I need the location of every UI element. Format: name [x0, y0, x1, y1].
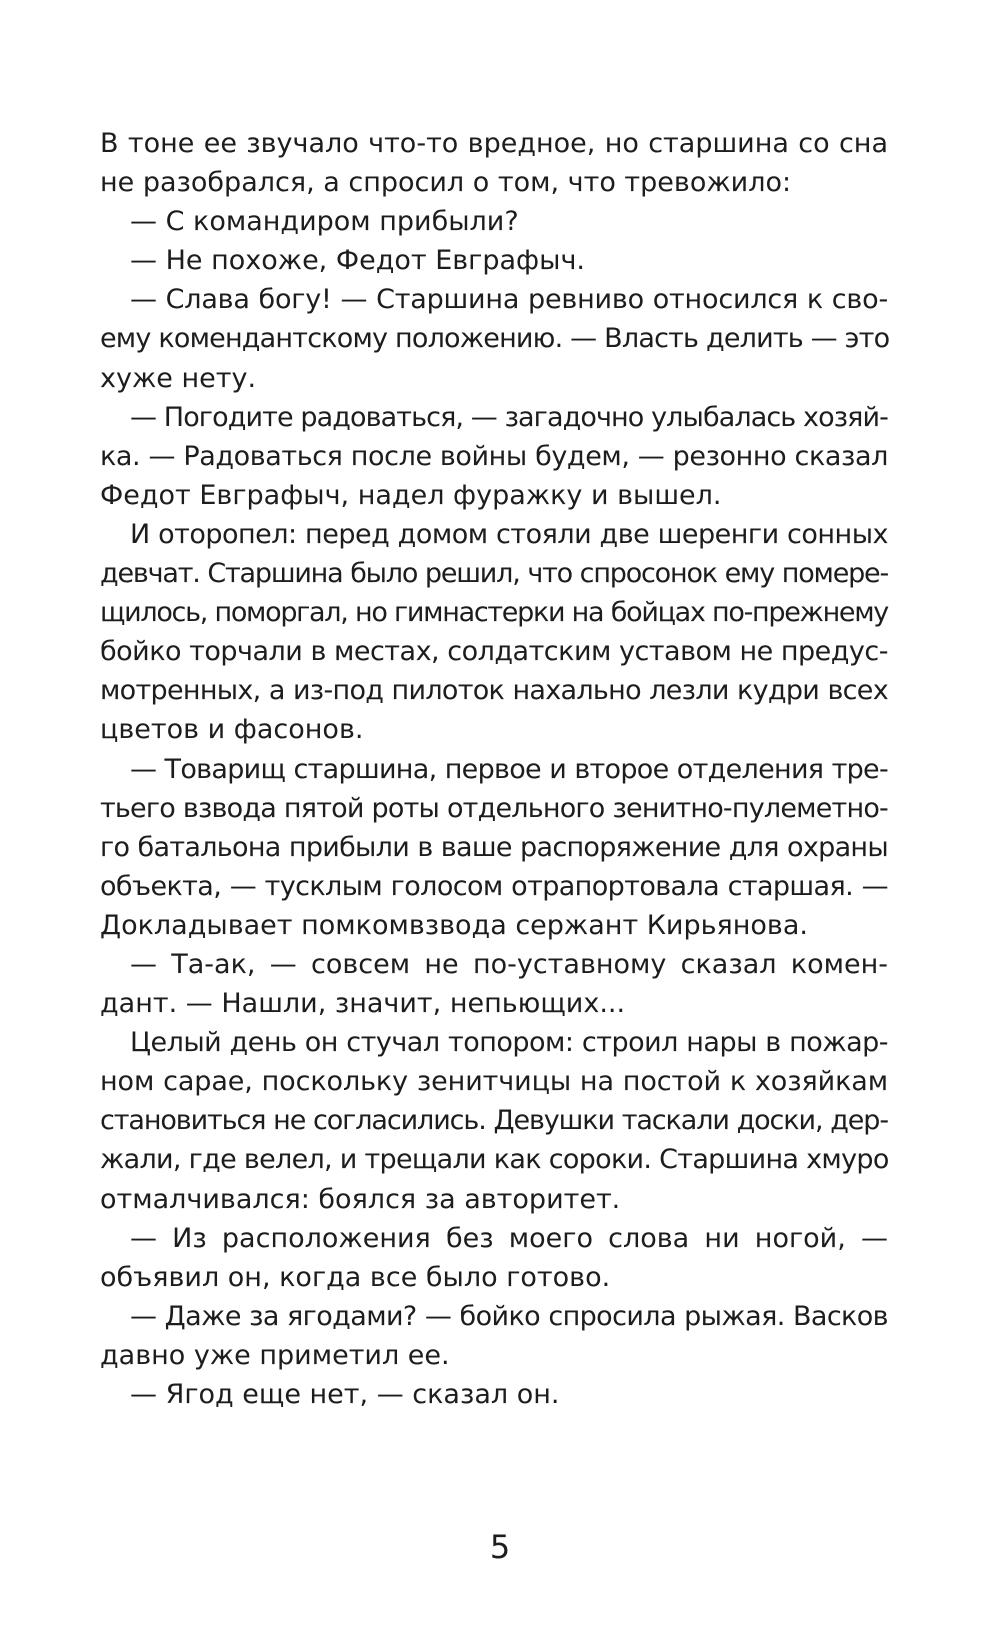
text-line: ка. — Радоваться после войны будем, — резонно сказал — [100, 440, 888, 472]
text-line: — Слава богу! — Старшина ревниво относился к сво- — [130, 284, 888, 316]
text-line: — Погодите радоваться, — загадочно улыбалась хозяй- — [130, 401, 888, 433]
text-line: — Из расположения без моего слова ни ногой, — — [130, 1222, 888, 1254]
text-line: не разобрался, а спросил о том, что тревожило: — [100, 167, 792, 199]
text-line: щилось, поморгал, но гимнастерки на бойцах по-прежнему — [100, 597, 888, 629]
text-line: тьего взвода пятой роты отдельного зенитно-пулеметно- — [100, 792, 888, 824]
text-line: цветов и фасонов. — [100, 714, 364, 746]
text-line: девчат. Старшина было решил, что спросонок ему померe- — [100, 558, 888, 590]
text-line: — Не похоже, Федот Евграфыч. — [130, 245, 585, 277]
text-line: жали, где велел, и трещали как сороки. Старшина хмуро — [100, 1144, 889, 1176]
text-line: Докладывает помкомвзвода сержант Кирьянова. — [100, 909, 808, 941]
text-line: объекта, — тусклым голосом отрапортовала старшая. — — [100, 870, 888, 902]
text-line: ему комендантскому положению. — Власть делить — это — [100, 323, 890, 355]
text-line: бойко торчали в местах, солдатским уставом не предус- — [100, 636, 888, 668]
page-number: 5 — [489, 1528, 511, 1566]
text-line: — Ягод еще нет, — сказал он. — [130, 1379, 560, 1410]
text-line: отмалчивался: боялся за авторитет. — [100, 1183, 621, 1215]
text-line: — Товарищ старшина, первое и второе отделения тре- — [130, 753, 888, 785]
text-line: хуже нету. — [100, 362, 257, 394]
text-line: Целый день он стучал топором: строил нары в пожар- — [130, 1027, 888, 1059]
text-line: — С командиром прибыли? — [130, 206, 519, 238]
text-line: давно уже приметил ее. — [100, 1339, 450, 1371]
text-line: Федот Евграфыч, надел фуражку и вышел. — [100, 479, 722, 511]
text-line: В тоне ее звучало что-то вредное, но старшина со сна — [100, 128, 888, 159]
text-line: ном сарае, поскольку зенитчицы на постой к хозяйкам — [100, 1066, 888, 1098]
body-text — [100, 124, 888, 1414]
text-line: объявил он, когда все было готово. — [100, 1261, 611, 1293]
text-line: дант. — Нашли, значит, непьющих... — [100, 988, 626, 1020]
text-line: — Даже за ягодами? — бойко спросила рыжая. Васков — [130, 1300, 888, 1332]
text-line: мотренных, а из-под пилоток нахально лезли кудри всех — [100, 675, 888, 707]
text-line: И оторопел: перед домом стояли две шеренги сонных — [130, 518, 888, 550]
text-line: становиться не согласились. Девушки таскали доски, дер- — [100, 1105, 888, 1137]
text-line: — Та-ак, — совсем не по-уставному сказал комен- — [130, 948, 888, 980]
text-line: го батальона прибыли в ваше распоряжение для охраны — [100, 831, 888, 863]
